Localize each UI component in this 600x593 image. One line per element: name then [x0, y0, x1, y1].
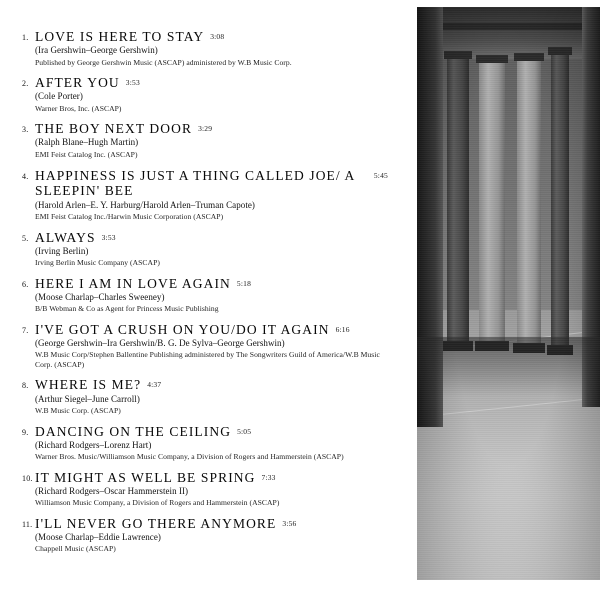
track-credits — [35, 91, 388, 113]
track-number: 7. — [22, 325, 29, 335]
track-item — [22, 168, 388, 221]
track-item — [22, 122, 388, 159]
track-duration: 3:53 — [101, 232, 116, 242]
track-writers: (Ralph Blane–Hugh Martin) — [35, 137, 139, 148]
track-number: 9. — [22, 427, 29, 437]
track-title: HAPPINESS IS JUST A THING CALLED JOE/ A SLEEPIN' BEE — [35, 168, 355, 199]
photo-panel — [406, 0, 600, 593]
track-heading — [22, 277, 388, 291]
track-heading — [22, 378, 388, 392]
track-duration: 5:05 — [237, 426, 252, 436]
track-heading — [22, 425, 388, 439]
track-title: I'LL NEVER GO THERE ANYMORE — [35, 515, 277, 531]
track-title: DANCING ON THE CEILING — [35, 423, 232, 439]
track-duration: 5:18 — [236, 278, 252, 288]
track-heading — [22, 517, 388, 531]
track-title: AFTER YOU — [35, 75, 120, 91]
track-publisher: EMI Feist Catalog Inc. (ASCAP) — [35, 149, 138, 159]
track-item — [22, 231, 388, 268]
track-credits — [35, 338, 388, 369]
track-credits — [35, 486, 388, 508]
track-heading — [22, 168, 388, 198]
track-writers: (Cole Porter) — [35, 91, 83, 102]
track-number: 11. — [22, 519, 33, 529]
track-credits — [35, 440, 388, 462]
track-title: HERE I AM IN LOVE AGAIN — [35, 275, 231, 291]
track-writers: (Moose Charlap–Eddie Lawrence) — [35, 531, 161, 542]
track-writers: (Ira Gershwin–George Gershwin) — [35, 45, 158, 56]
track-item — [22, 425, 388, 462]
track-writers: (Harold Arlen–E. Y. Harburg/Harold Arlen–Truman Capote) — [35, 199, 255, 210]
track-credits — [35, 246, 388, 268]
track-title: ALWAYS — [35, 229, 96, 245]
track-heading — [22, 30, 388, 44]
track-credits — [35, 200, 388, 222]
track-publisher: B/B Webman & Co as Agent for Princess Music Publishing — [35, 304, 219, 314]
track-publisher: Williamson Music Company, a Division of Rogers and Hammerstein (ASCAP) — [35, 498, 280, 508]
track-duration: 3:29 — [198, 124, 213, 134]
track-duration: 3:08 — [210, 32, 225, 41]
track-heading — [22, 122, 388, 136]
track-publisher: Published by George Gershwin Music (ASCAP) administered by W.B Music Corp. — [35, 57, 292, 67]
interior-photograph — [417, 7, 600, 580]
track-heading — [22, 76, 388, 90]
track-number: 3. — [22, 125, 29, 135]
track-item — [22, 30, 388, 67]
photo-vignette — [417, 7, 600, 580]
track-title: LOVE IS HERE TO STAY — [35, 29, 205, 44]
track-number: 2. — [22, 79, 29, 89]
track-number: 5. — [22, 233, 29, 243]
track-publisher: Irving Berlin Music Company (ASCAP) — [35, 258, 160, 268]
track-title: WHERE IS ME? — [35, 377, 142, 393]
track-heading — [22, 323, 388, 337]
track-heading — [22, 471, 388, 485]
track-credits — [35, 137, 388, 159]
track-publisher: W.B Music Corp. (ASCAP) — [35, 406, 121, 416]
track-title: I'VE GOT A CRUSH ON YOU/DO IT AGAIN — [35, 321, 330, 337]
track-credits — [35, 532, 388, 554]
track-item — [22, 323, 388, 370]
track-writers: (Arthur Siegel–June Carroll) — [35, 393, 140, 404]
track-item — [22, 277, 388, 314]
track-duration: 3:53 — [125, 78, 140, 88]
track-writers: (Moose Charlap–Charles Sweeney) — [35, 291, 165, 302]
track-number: 6. — [22, 279, 29, 289]
track-writers: (Richard Rodgers–Lorenz Hart) — [35, 439, 152, 450]
track-title: THE BOY NEXT DOOR — [35, 121, 193, 137]
track-heading — [22, 231, 388, 245]
track-duration: 3:56 — [282, 518, 297, 528]
track-writers: (Richard Rodgers–Oscar Hammerstein II) — [35, 485, 189, 496]
track-item — [22, 76, 388, 113]
track-duration: 4:37 — [147, 380, 162, 390]
track-number: 10. — [22, 473, 33, 483]
track-duration: 5:45 — [373, 171, 388, 181]
track-publisher: W.B Music Corp/Stephen Ballentine Publishing administered by The Songwriters Guild of America/W.B Music Corp. (ASCAP) — [35, 350, 380, 369]
track-duration: 7:33 — [261, 472, 276, 482]
track-item — [22, 378, 388, 415]
track-publisher: Warner Bros. Music/Williamson Music Company, a Division of Rogers and Hammerstein (ASCAP) — [35, 452, 344, 462]
track-number: 8. — [22, 381, 29, 391]
track-number: 1. — [22, 33, 29, 42]
track-number: 4. — [22, 172, 29, 182]
track-publisher: EMI Feist Catalog Inc./Harwin Music Corporation (ASCAP) — [35, 212, 224, 222]
track-writers: (Irving Berlin) — [35, 245, 89, 256]
track-publisher: Chappell Music (ASCAP) — [35, 544, 116, 554]
track-credits — [35, 292, 388, 314]
track-publisher: Warner Bros, Inc. (ASCAP) — [35, 103, 122, 113]
track-title: IT MIGHT AS WELL BE SPRING — [35, 469, 256, 485]
track-credits — [35, 45, 388, 67]
track-credits — [35, 394, 388, 416]
track-writers: (George Gershwin–Ira Gershwin/B. G. De Sylva–George Gershwin) — [35, 337, 285, 348]
track-item — [22, 517, 388, 554]
track-item — [22, 471, 388, 508]
track-duration: 6:16 — [335, 324, 350, 334]
